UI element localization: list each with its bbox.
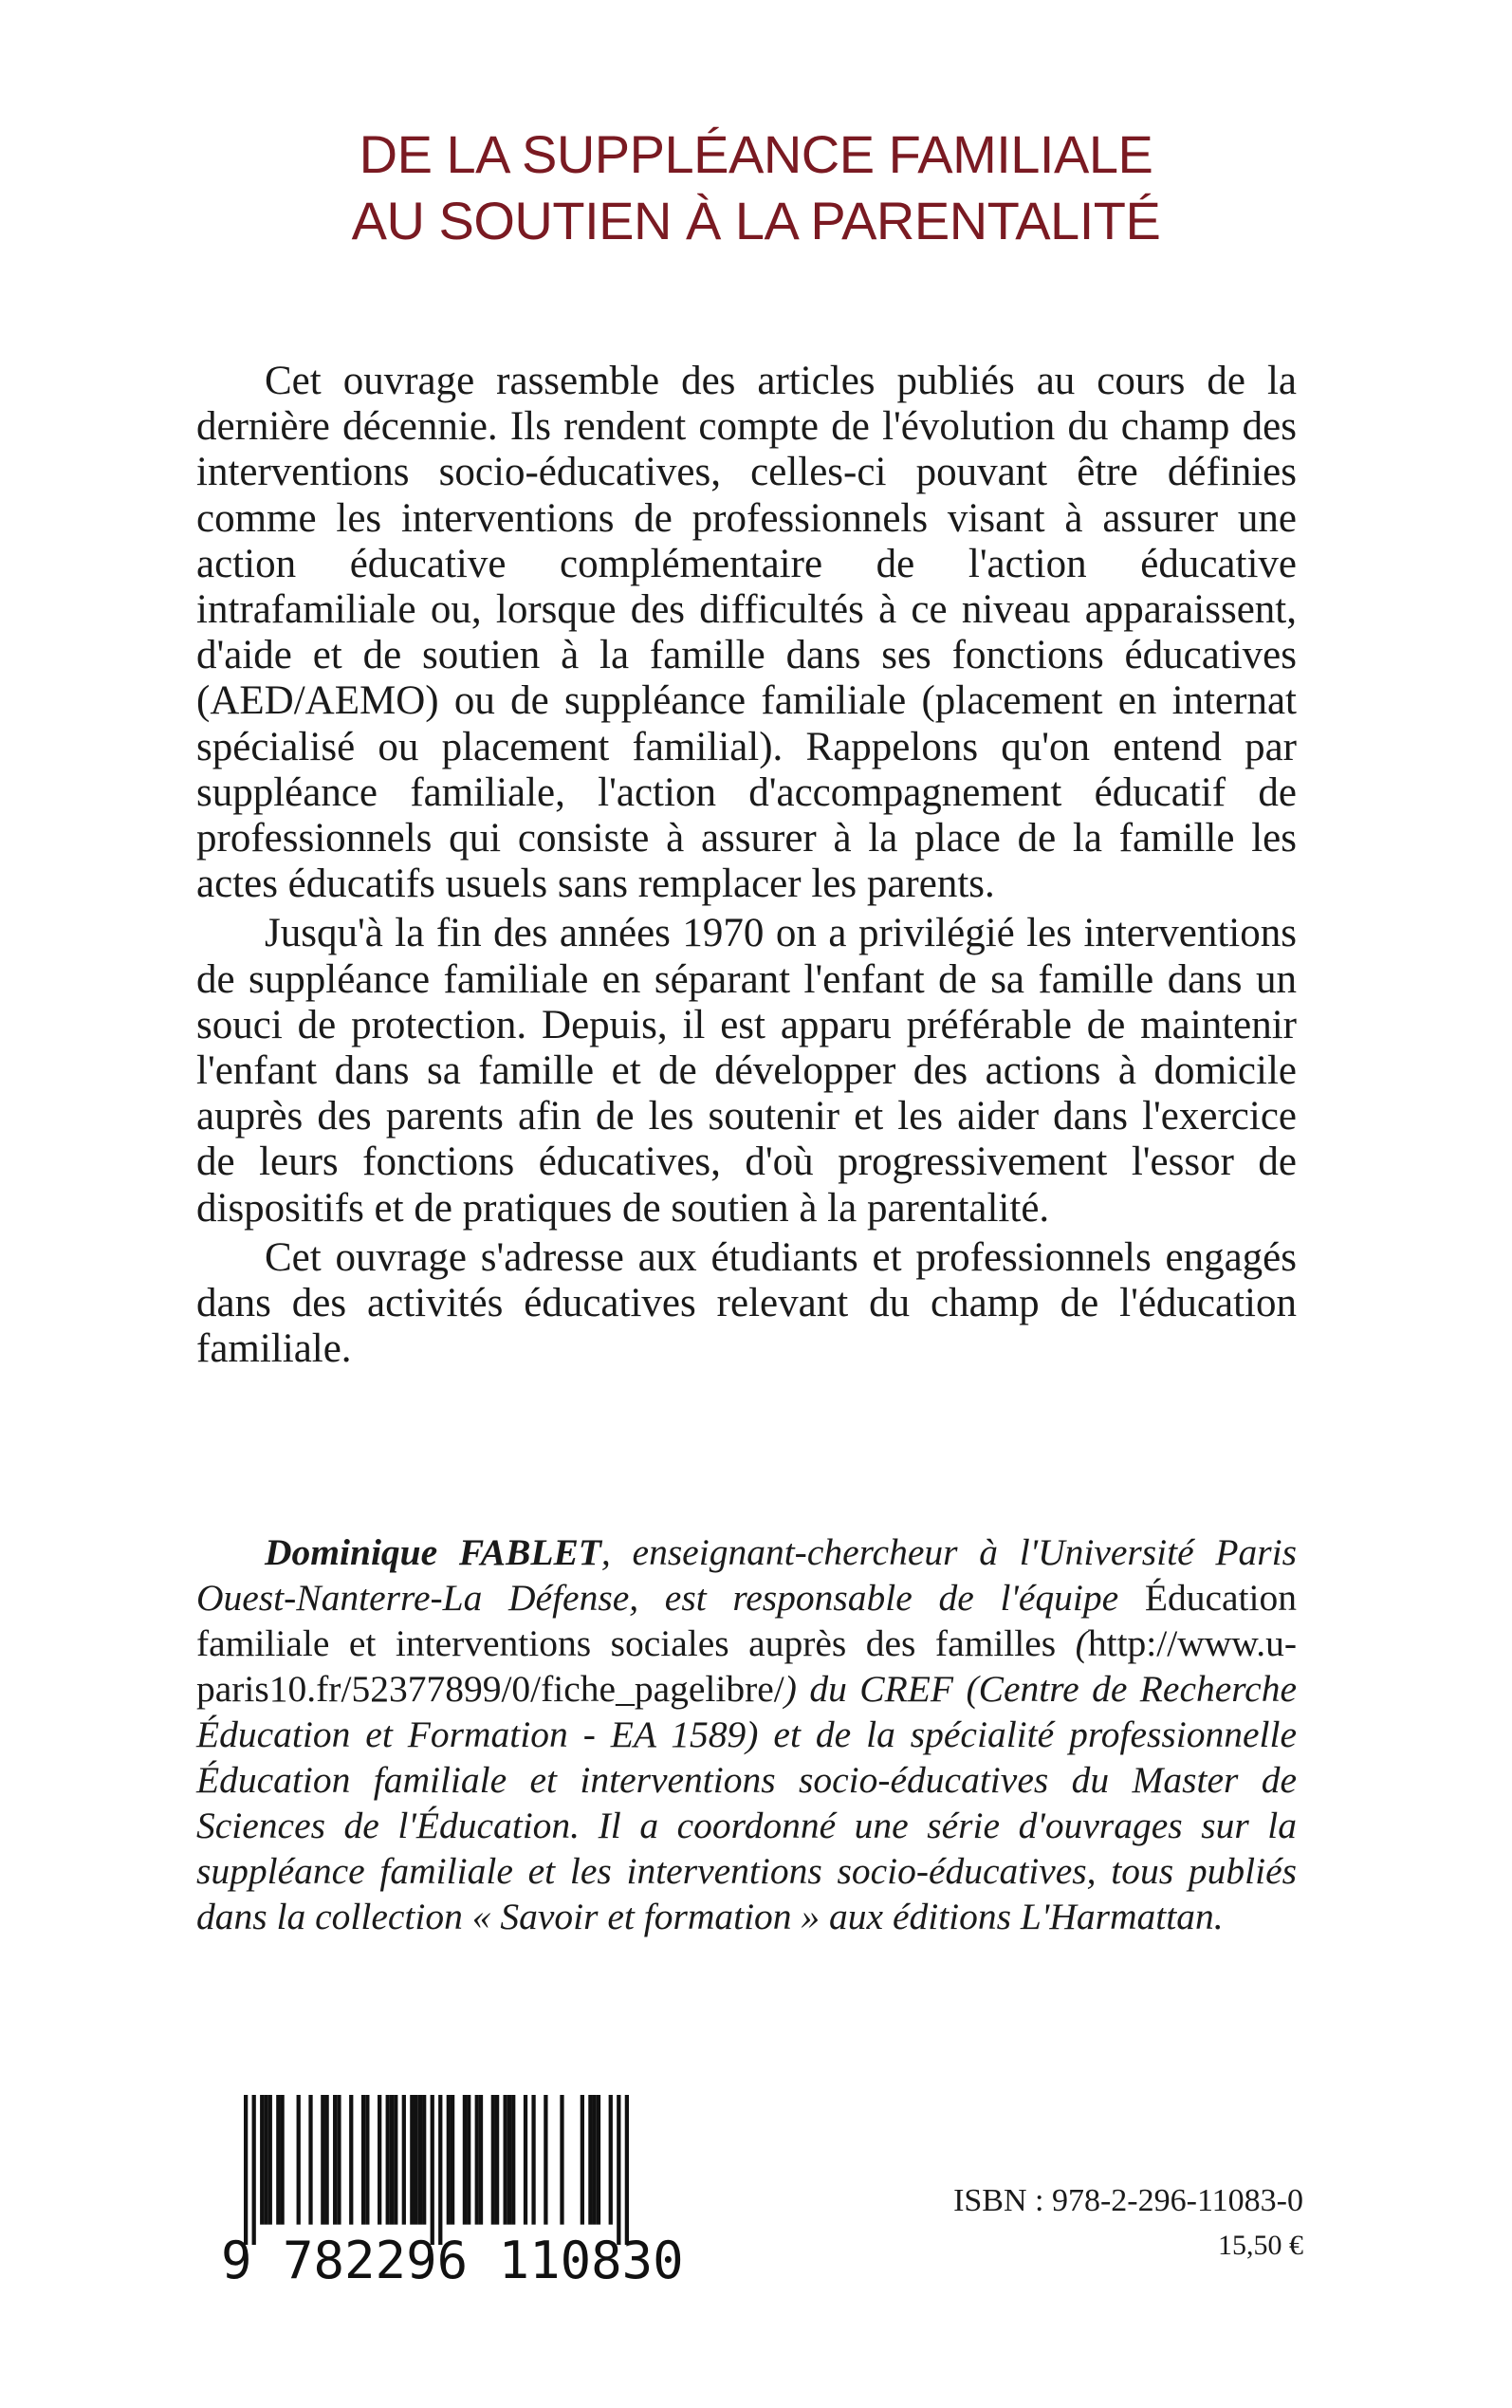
barcode-bar bbox=[410, 2095, 414, 2225]
barcode-bar bbox=[560, 2095, 563, 2225]
author-bio-part-1: , enseignant-chercheur à l'Université Paris Ouest-Nanterre-La Défense, est responsable de l'équipe bbox=[196, 1531, 1297, 1619]
barcode-bar bbox=[386, 2095, 390, 2225]
barcode-bar bbox=[244, 2095, 248, 2245]
summary-text bbox=[196, 359, 1297, 1376]
summary-paragraph-1: Cet ouvrage rassemble des articles publiés au cours de la dernière décennie. Ils rendent compte de l'évolution du champ des interventions socio-éducatives, celles-ci pouvant être définies comme les interventions de professionnels visant à assurer une action éducative complémentaire de l'action éducative intrafamiliale ou, lorsque des difficultés à ce niveau apparaissent, d'aide et de soutien à la famille dans ses fonctions éducatives (AED/AEMO) ou de suppléance familiale (placement en internat spécialisé ou placement familial). Rappelons qu'on entend par suppléance familiale, l'action d'accompagnement éducatif de professionnels qui consiste à assurer à la place de la famille les actes éducatifs usuels sans remplacer les parents. bbox=[196, 359, 1297, 907]
barcode-bar bbox=[625, 2095, 629, 2245]
barcode-bar bbox=[324, 2095, 328, 2225]
barcode-bar bbox=[414, 2095, 417, 2225]
barcode-bar bbox=[593, 2095, 597, 2225]
barcode-bar bbox=[431, 2095, 434, 2245]
barcode-bar bbox=[475, 2095, 479, 2225]
barcode-bar bbox=[544, 2095, 547, 2225]
barcode-bar bbox=[581, 2095, 584, 2225]
barcode-bar bbox=[297, 2095, 301, 2225]
author-bio-part-3: ) du CREF (Centre de Recherche Éducation et Formation - EA 1589) et de la spécialité professionnelle Éducation familiale et interventions socio-éducatives du Master de Sciences de l'Éducation. Il a coordonné une série d'ouvrages sur la suppléance familiale et les interventions socio-éducatives, tous publiés dans la collection « Savoir et formation » aux éditions L'Harmattan. bbox=[196, 1668, 1297, 1937]
barcode-bar bbox=[402, 2095, 406, 2225]
team-name: Éducation familiale et interventions sociales auprès des familles bbox=[196, 1577, 1297, 1664]
author-bio-part-2: ( bbox=[1056, 1622, 1088, 1664]
barcode-bar bbox=[495, 2095, 499, 2225]
price: 15,50 € bbox=[1218, 2230, 1303, 2261]
author-bio bbox=[196, 1529, 1297, 1939]
barcode-bar bbox=[524, 2095, 527, 2225]
barcode-digits: 9 782296 110830 bbox=[221, 2231, 684, 2290]
barcode-bar bbox=[264, 2095, 267, 2225]
barcode-bar bbox=[463, 2095, 467, 2225]
barcode-bar bbox=[438, 2095, 442, 2245]
barcode-bar bbox=[252, 2095, 256, 2245]
barcode-bar bbox=[308, 2095, 312, 2225]
barcode-bar bbox=[531, 2095, 535, 2225]
barcode bbox=[221, 2095, 684, 2290]
barcode-bar bbox=[390, 2095, 394, 2225]
isbn-number: ISBN : 978-2-296-11083-0 bbox=[953, 2183, 1303, 2218]
barcode-bar bbox=[422, 2095, 426, 2225]
barcode-bar bbox=[491, 2095, 495, 2225]
barcode-bar bbox=[394, 2095, 397, 2225]
barcode-bar bbox=[365, 2095, 369, 2225]
barcode-bar bbox=[447, 2095, 451, 2225]
barcode-bar bbox=[609, 2095, 613, 2225]
barcode-bar bbox=[504, 2095, 507, 2225]
barcode-bar bbox=[268, 2095, 272, 2225]
barcode-bar bbox=[337, 2095, 341, 2225]
author-bio-paragraph bbox=[196, 1529, 1297, 1939]
barcode-icon bbox=[244, 2095, 629, 2245]
cover-title-line-1: DE LA SUPPLÉANCE FAMILIALE bbox=[359, 124, 1153, 184]
summary-paragraph-2: Jusqu'à la fin des années 1970 on a privilégié les interventions de suppléance familiale en séparant l'enfant de sa famille dans un souci de protection. Depuis, il est apparu préférable de maintenir l'enfant dans sa famille et de développer des actions à domicile auprès des parents afin de les soutenir et les aider dans l'exercice de leurs fonctions éducatives, d'où progressivement l'essor de dispositifs et de pratiques de soutien à la parentalité. bbox=[196, 911, 1297, 1231]
barcode-bar bbox=[361, 2095, 365, 2225]
barcode-bar bbox=[276, 2095, 280, 2225]
barcode-bar bbox=[507, 2095, 511, 2225]
barcode-bar bbox=[333, 2095, 337, 2225]
barcode-bar bbox=[467, 2095, 470, 2225]
author-name: Dominique FABLET bbox=[265, 1531, 601, 1573]
barcode-bar bbox=[588, 2095, 592, 2225]
barcode-bar bbox=[597, 2095, 600, 2225]
barcode-bar bbox=[451, 2095, 454, 2225]
barcode-bar bbox=[321, 2095, 324, 2225]
barcode-bar bbox=[280, 2095, 284, 2225]
team-url: http://www.u-paris10.fr/52377899/0/fiche_pagelibre/ bbox=[196, 1622, 1298, 1710]
barcode-bar bbox=[378, 2095, 381, 2225]
barcode-bar bbox=[617, 2095, 620, 2245]
barcode-bar bbox=[479, 2095, 483, 2225]
summary-paragraph-3: Cet ouvrage s'adresse aux étudiants et professionnels engagés dans des activités éducatives relevant du champ de l'éducation familiale. bbox=[196, 1234, 1297, 1372]
cover-title-line-2: AU SOUTIEN À LA PARENTALITÉ bbox=[351, 191, 1161, 250]
barcode-bar bbox=[511, 2095, 515, 2225]
barcode-bar bbox=[349, 2095, 353, 2225]
barcode-bar bbox=[260, 2095, 264, 2225]
barcode-bar bbox=[418, 2095, 422, 2225]
